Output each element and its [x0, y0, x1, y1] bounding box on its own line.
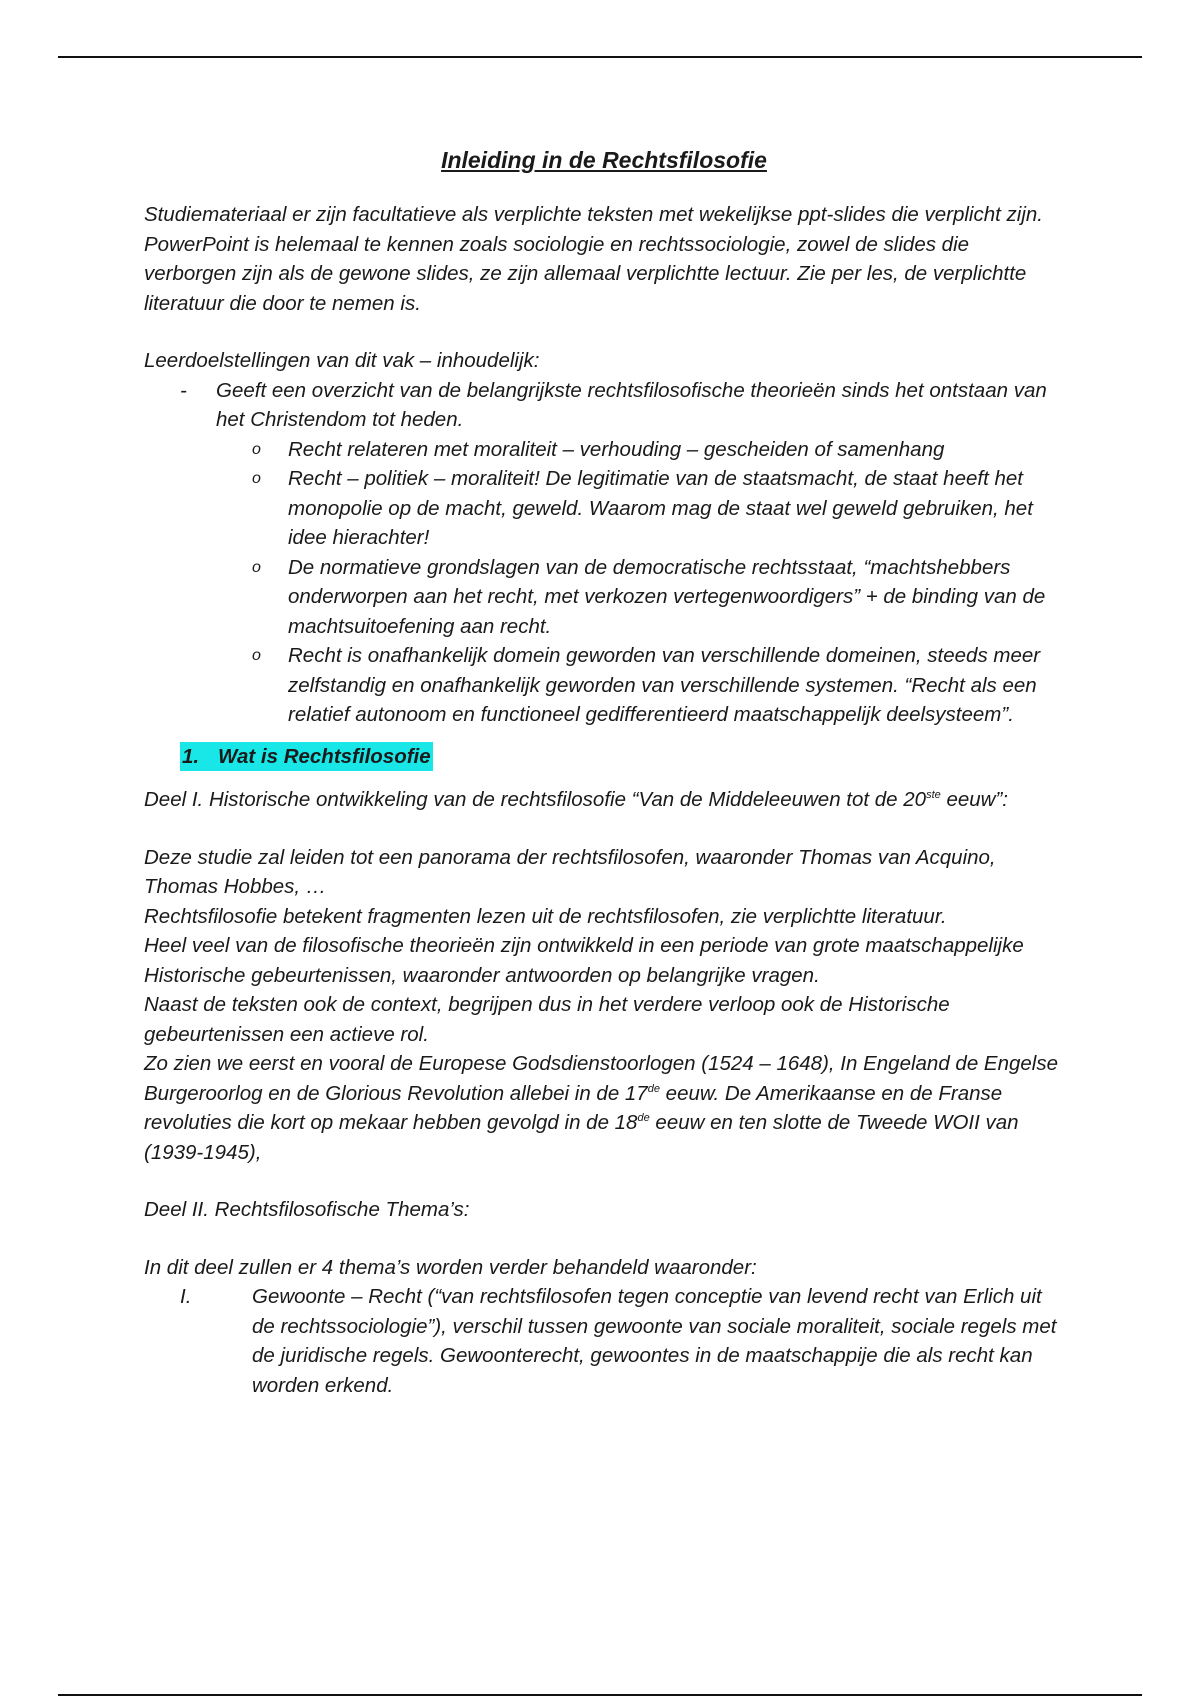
- theme-text: Gewoonte – Recht (“van rechtsfilosofen tegen conceptie van levend recht van Erlich uit de rechtssociologie”), verschil tussen gewoonte van sociale moraliteit, sociale regels met de juridische regels. Gewoonterecht, gewoontes in de maatschappije die als recht kan worden erkend.: [252, 1285, 1057, 1397]
- deel2-heading: Deel II. Rechtsfilosofische Thema’s:: [144, 1198, 470, 1221]
- deel1-paragraph-1: Deze studie zal leiden tot een panorama der rechtsfilosofen, waaronder Thomas van Acquino, Thomas Hobbes, …: [144, 845, 996, 898]
- leerdoel-subitem: [216, 641, 1064, 730]
- spacer: [144, 318, 1064, 346]
- deel1-paragraph-5: [144, 1049, 1064, 1167]
- deel1-paragraph-3: Heel veel van de filosofische theorieën zijn ontwikkeld in een periode van grote maatschappelijke Historische gebeurtenissen, waaronder antwoorden op belangrijke vragen.: [144, 934, 1024, 987]
- section-heading-row: [180, 742, 1064, 772]
- leerdoel-item: [144, 376, 1064, 730]
- leerdoel-subitem: [216, 464, 1064, 553]
- circle-bullet-icon: o: [252, 558, 261, 576]
- footer-rule: [58, 1694, 1142, 1696]
- section-title: Wat is Rechtsfilosofie: [218, 744, 431, 768]
- circle-bullet-icon: o: [252, 647, 261, 664]
- document-body: [144, 142, 1064, 1400]
- leerdoel-subitem-text: Recht is onafhankelijk domein geworden van verschillende domeinen, steeds meer zelfstandig en onafhankelijk geworden van verschillende systemen. “Recht als een relatief autonoom en functioneel gedifferentieerd maatschappelijk deelsysteem”.: [288, 644, 1041, 726]
- deel1-heading-sup: ste: [926, 789, 941, 802]
- leerdoel-heading: Leerdoelstellingen van dit vak – inhoudelijk:: [144, 349, 540, 372]
- leerdoel-item-text: Geeft een overzicht van de belangrijkste rechtsfilosofische theorieën sinds het ontstaan van het Christendom tot heden.: [216, 378, 1047, 431]
- deel1-heading-end: eeuw”:: [940, 788, 1009, 811]
- circle-bullet-icon: o: [252, 470, 261, 487]
- theme-number: I.: [180, 1285, 192, 1308]
- leerdoel-subitem: [216, 435, 1064, 465]
- deel1-paragraph-4: Naast de teksten ook de context, begrijpen dus in het verdere verloop ook de Historische gebeurtenissen een actieve rol.: [144, 993, 950, 1046]
- spacer: [144, 815, 1064, 843]
- header-rule: [58, 56, 1142, 58]
- deel2-intro: In dit deel zullen er 4 thema’s worden verder behandeld waaronder:: [144, 1255, 757, 1279]
- leerdoel-subitem-text: Recht – politiek – moraliteit! De legitimatie van de staatsmacht, de staat heeft het monopolie op de macht, geweld. Waarom mag de staat wel geweld gebruiken, het idee hierachter!: [288, 467, 1033, 549]
- section-heading: [180, 742, 433, 772]
- circle-bullet-icon: o: [252, 440, 261, 458]
- leerdoel-subitem-text: Recht relateren met moraliteit – verhouding – gescheiden of samenhang: [288, 437, 945, 461]
- deel1-heading: [144, 785, 1064, 815]
- document-title: Inleiding in de Rechtsfilosofie: [441, 147, 767, 173]
- leerdoel-sublist: [216, 435, 1064, 730]
- leerdoel-list: [144, 376, 1064, 730]
- leerdoel-subitem-text: De normatieve grondslagen van de democratische rechtsstaat, “machtshebbers onderworpen aan het recht, met verkozen vertegenwoordigers” + de binding van de machtsuitoefening aan recht.: [288, 555, 1046, 638]
- deel1-p5-sup-1: de: [647, 1082, 660, 1095]
- deel1-heading-text: Deel I. Historische ontwikkeling van de rechtsfilosofie “Van de Middeleeuwen tot de 20: [144, 788, 927, 811]
- deel1-p5-part-a: Zo zien we eerst en vooral de Europese Godsdienstoorlogen (1524 – 1648), In Engeland de Engelse Burgeroorlog en de Glorious Revolution allebei in de 17: [144, 1052, 1059, 1105]
- intro-paragraph-2: PowerPoint is helemaal te kennen zoals sociologie en rechtssociologie, zowel de slides die verborgen zijn als de gewone slides, ze zijn allemaal verplichtte lectuur. Zie per les, de verplichtte literatuur die door te nemen is.: [144, 232, 1027, 315]
- deel1-p5-part-b: eeuw. De Amerikaanse en de Franse revoluties die kort op mekaar hebben gevolgd in de 18: [144, 1081, 1003, 1134]
- intro-paragraph-1: Studiemateriaal er zijn facultatieve als verplichte teksten met wekelijkse ppt-slides die verplicht zijn.: [144, 203, 1043, 226]
- spacer: [144, 1225, 1064, 1253]
- deel2-theme-list: [144, 1282, 1064, 1400]
- deel1-p5-part-c: eeuw en ten slotte de Tweede WOII van (1939-1945),: [144, 1111, 1019, 1164]
- deel1-paragraph-2: Rechtsfilosofie betekent fragmenten lezen uit de rechtsfilosofen, zie verplichtte literatuur.: [144, 904, 947, 928]
- spacer: [144, 1167, 1064, 1195]
- section-number: 1.: [182, 744, 200, 768]
- leerdoel-subitem: [216, 553, 1064, 642]
- deel2-theme-item: [144, 1282, 1064, 1400]
- deel1-p5-sup-2: de: [637, 1112, 650, 1125]
